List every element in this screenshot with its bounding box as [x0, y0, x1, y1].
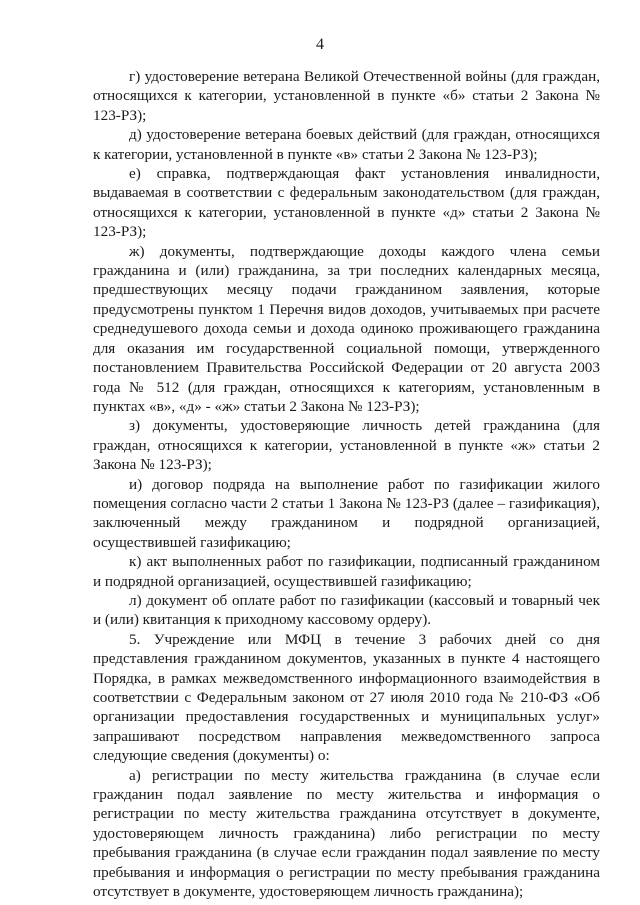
paragraph-d: д) удостоверение ветерана боевых действий (для граждан, относящихся к категории, установленной в пункте «в» статьи 2 Закона № 123-РЗ);	[93, 126, 600, 163]
paragraph-a: а) регистрации по месту жительства гражданина (в случае если гражданин подал заявление по месту жительства и информация о регистрации по месту жительства гражданина отсутствует в документе, удостоверяющем личность гражданина) либо регистрации по месту пребывания гражданина (в случае если гражданин подал заявление по месту пребывания и информация о регистрации по месту пребывания гражданина отсутствует в документе, удостоверяющем личность гражданина);	[93, 766, 600, 901]
paragraph-zh: ж) документы, подтверждающие доходы каждого члена семьи гражданина и (или) гражданина, за три последних календарных месяца, предшествующих месяцу подачи гражданином заявления, которые предусмотрены пунктом 1 Перечня видов доходов, учитываемых при расчете среднедушевого дохода семьи и дохода одиноко проживающего гражданина для оказания им государственной социальной помощи, утвержденного постановлением Правительства Российской Федерации от 20 августа 2003 года № 512 (для граждан, относящихся к категориям, установленным в пунктах «в», «д» - «ж» статьи 2 Закона № 123-РЗ);	[93, 242, 600, 415]
paragraph-k: к) акт выполненных работ по газификации, подписанный гражданином и подрядной организацией, осуществившей газификацию;	[93, 553, 600, 590]
paragraph-g: г) удостоверение ветерана Великой Отечественной войны (для граждан, относящихся к категории, установленной в пункте «б» статьи 2 Закона № 123-РЗ);	[93, 68, 600, 124]
paragraph-e: е) справка, подтверждающая факт установления инвалидности, выдаваемая в соответствии с федеральным законодательством (для граждан, относящихся к категории, установленной в пункте «д» статьи 2 Закона № 123-РЗ);	[93, 165, 600, 241]
paragraph-5: 5. Учреждение или МФЦ в течение 3 рабочих дней со дня представления гражданином документов, указанных в пункте 4 настоящего Порядка, в рамках межведомственного информационного взаимодействия в соответствии с Федеральным законом от 27 июля 2010 года № 210-ФЗ «Об организации предоставления государственных и муниципальных услуг» запрашивают посредством направления межведомственного запроса следующие сведения (документы) о:	[93, 630, 600, 765]
page-number: 4	[316, 36, 324, 53]
paragraph-l: л) документ об оплате работ по газификации (кассовый и товарный чек и (или) квитанция к приходному кассовому ордеру).	[93, 591, 600, 629]
document-body	[93, 67, 600, 901]
paragraph-z: з) документы, удостоверяющие личность детей гражданина (для граждан, относящихся к категории, установленной в пункте «ж» статьи 2 Закона № 123-РЗ);	[93, 417, 600, 474]
paragraph-i: и) договор подряда на выполнение работ по газификации жилого помещения согласно части 2 статьи 1 Закона № 123-РЗ (далее – газификация), заключенный между гражданином и подрядной организацией, осуществившей газификацию;	[93, 475, 600, 551]
